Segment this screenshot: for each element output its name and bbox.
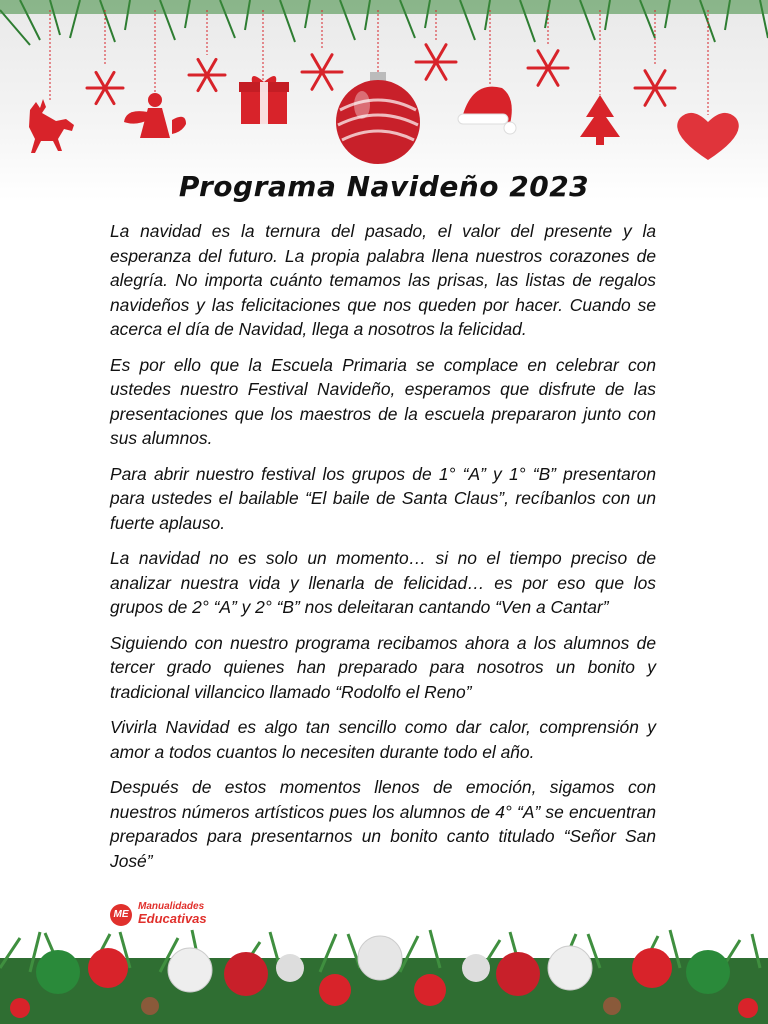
angel-icon — [124, 93, 186, 138]
paragraph: Para abrir nuestro festival los grupos de 1° “A” y 1° “B” presentaron para ustedes el bailable “El baile de Santa Claus”, recíbanlos con un fuerte aplauso. — [110, 463, 656, 533]
garland-border — [0, 928, 768, 1024]
reindeer-icon — [29, 99, 74, 153]
logo-text-line2: Educativas — [138, 911, 207, 926]
paragraph: La navidad es la ternura del pasado, el valor del presente y la esperanza del futuro. La propia palabra llena nuestros corazones de alegría. No importa cuánto temamos las prisas, las listas de regalos navideños y las felicitaciones que nos queden por hacer. Cuando se acerca el día de Navidad, llega a nosotros la felicidad. — [110, 221, 656, 339]
snowflake-icon — [302, 55, 342, 90]
paragraph: Es por ello que la Escuela Primaria se complace en celebrar con ustedes nuestro Festival Navideño, esperamos que disfrute de las presentaciones que los maestros de la escuela prepararon junto con sus alumnos. — [110, 354, 656, 448]
snowflake-icon — [416, 45, 456, 80]
snowflake-icon — [528, 51, 568, 86]
santa-hat-icon — [458, 87, 516, 134]
snowflake-icon — [87, 72, 123, 103]
logo-text-line1: Manualidades — [138, 901, 205, 912]
snowflake-icon — [635, 71, 675, 106]
page-title: Programa Navideño 2023 — [178, 170, 590, 203]
logo-mark: ME — [110, 904, 132, 926]
paragraph: La navidad no es solo un momento… si no el tiempo preciso de analizar nuestra vida y llenarla de felicidad… es por eso que los grupos de 2° “A” y 2° “B” nos deleitaran cantando “Ven a Cantar” — [110, 548, 656, 617]
paragraph: Después de estos momentos llenos de emoción, sigamos con nuestros números artísticos pues los alumnos de 4° “A” se encuentran preparados para presentarnos un bonito canto titulado “Señor San José” — [110, 777, 656, 871]
paragraph: Siguiendo con nuestro programa recibamos ahora a los alumnos de tercer grado quienes han preparado para nosotros un bonito y tradicional villancico llamado “Rodolfo el Reno” — [110, 632, 656, 702]
gift-icon — [239, 76, 289, 124]
program-text — [110, 219, 656, 884]
paragraph: Vivirla Navidad es algo tan sencillo como dar calor, comprensión y amor a todos cuantos lo necesiten durante todo el año. — [110, 717, 656, 762]
christmas-tree-icon — [580, 95, 620, 145]
snowflake-icon — [189, 59, 225, 90]
brand-logo — [110, 900, 230, 928]
bauble-icon — [336, 72, 420, 164]
bottom-decoration — [0, 928, 768, 1024]
heart-icon — [677, 113, 739, 160]
